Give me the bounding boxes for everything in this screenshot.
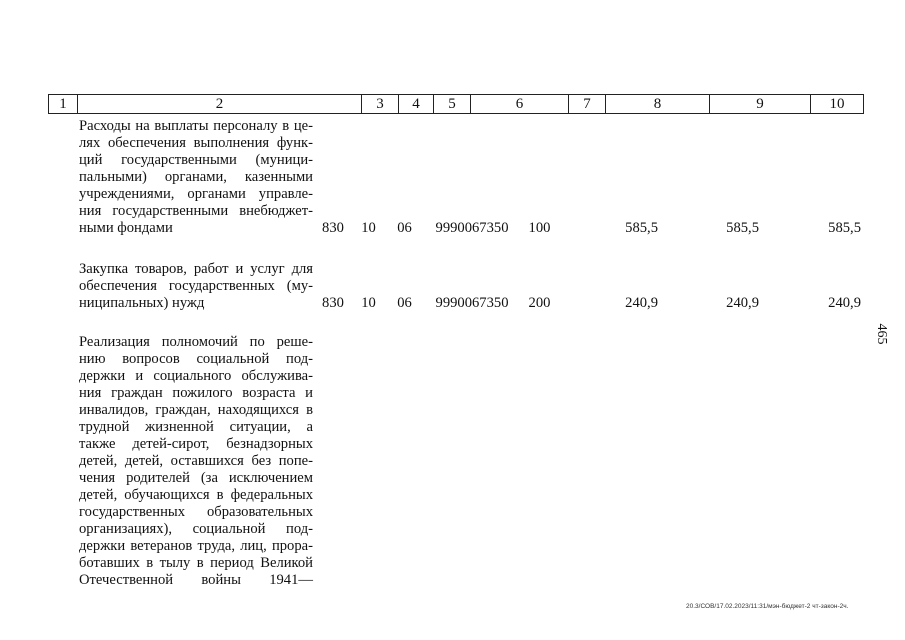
description-line: ниципальных) нужд bbox=[79, 295, 205, 311]
description-line: ния граждан пожилого возраста и bbox=[79, 385, 313, 401]
cell-col-3: 830 bbox=[322, 295, 344, 311]
header-col-1: 1 bbox=[49, 95, 78, 113]
header-col-2: 2 bbox=[78, 95, 362, 113]
cell-col-6: 9990067350 bbox=[435, 220, 509, 236]
cell-col-5: 06 bbox=[397, 220, 412, 236]
row-description bbox=[79, 334, 313, 589]
description-line: также детей-сирот, безнадзорных bbox=[79, 436, 313, 452]
row-description bbox=[79, 261, 313, 312]
description-line: учреждениями, органами управле- bbox=[79, 186, 313, 202]
description-line: чения родителей (за исключением bbox=[79, 470, 313, 486]
footer-code: 20.3/СОВ/17.02.2023/11:31/мэн-бюджет-2 чт-закон-2ч. bbox=[686, 603, 849, 610]
description-line: ций государственными (муници- bbox=[79, 152, 313, 168]
cell-col-7: 100 bbox=[528, 220, 551, 236]
description-line: инвалидов, граждан, находящихся в bbox=[79, 402, 313, 418]
description-line: держки и социального обслужива- bbox=[79, 368, 313, 384]
description-line: организациях), социальной под- bbox=[79, 521, 313, 537]
cell-col-3: 830 bbox=[322, 220, 344, 236]
row-description bbox=[79, 118, 313, 237]
description-line: ными фондами bbox=[79, 220, 173, 236]
description-line: нию вопросов социальной под- bbox=[79, 351, 313, 367]
description-line: пальными) органами, казенными bbox=[79, 169, 313, 185]
cell-col-5: 06 bbox=[397, 295, 412, 311]
description-line: трудной жизненной ситуации, а bbox=[79, 419, 313, 435]
description-line: лях обеспечения выполнения функ- bbox=[79, 135, 313, 151]
cell-col-10: 240,9 bbox=[828, 295, 861, 311]
description-line: ния государственными внебюджет- bbox=[79, 203, 313, 219]
header-col-5: 5 bbox=[434, 95, 471, 113]
description-line: ботавших в тылу в период Великой bbox=[79, 555, 313, 571]
cell-col-6: 9990067350 bbox=[435, 295, 509, 311]
description-line: Отечественной войны 1941— bbox=[79, 572, 313, 588]
description-line: детей, обучающихся в федеральных bbox=[79, 487, 313, 503]
description-line: Расходы на выплаты персоналу в це- bbox=[79, 118, 313, 134]
header-col-3: 3 bbox=[362, 95, 399, 113]
header-col-7: 7 bbox=[569, 95, 606, 113]
cell-col-8: 240,9 bbox=[625, 295, 658, 311]
header-col-4: 4 bbox=[399, 95, 434, 113]
cell-col-8: 585,5 bbox=[625, 220, 658, 236]
cell-col-4: 10 bbox=[361, 220, 376, 236]
description-line: держки ветеранов труда, лиц, прора- bbox=[79, 538, 313, 554]
table-header-row bbox=[48, 94, 864, 114]
header-col-8: 8 bbox=[606, 95, 710, 113]
cell-col-7: 200 bbox=[528, 295, 551, 311]
description-line: Реализация полномочий по реше- bbox=[79, 334, 313, 350]
cell-col-4: 10 bbox=[361, 295, 376, 311]
header-col-6: 6 bbox=[471, 95, 569, 113]
page-number: 465 bbox=[874, 323, 889, 345]
cell-col-9: 240,9 bbox=[726, 295, 759, 311]
header-col-9: 9 bbox=[710, 95, 811, 113]
header-col-10: 10 bbox=[829, 96, 845, 112]
cell-col-10: 585,5 bbox=[828, 220, 861, 236]
cell-col-9: 585,5 bbox=[726, 220, 759, 236]
description-line: детей, детей, оставшихся без попе- bbox=[79, 453, 313, 469]
description-line: государственных образовательных bbox=[79, 504, 313, 520]
description-line: Закупка товаров, работ и услуг для bbox=[79, 261, 313, 277]
description-line: обеспечения государственных (му- bbox=[79, 278, 313, 294]
